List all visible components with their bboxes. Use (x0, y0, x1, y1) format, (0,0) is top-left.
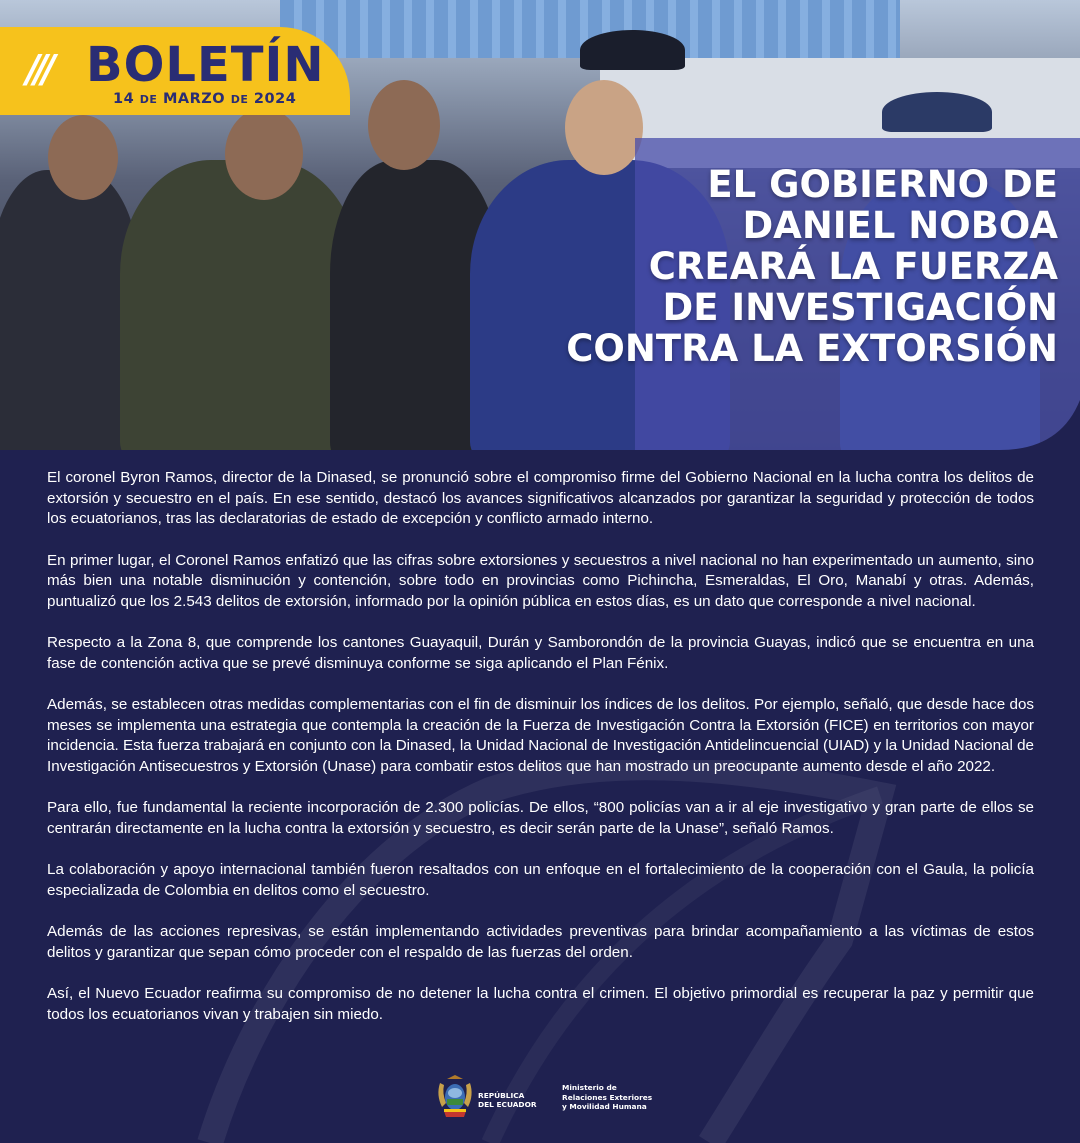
date-month: MARZO (162, 91, 226, 107)
hero-curve (0, 400, 1080, 460)
republic-line: DEL ECUADOR (478, 1100, 537, 1109)
article-paragraph: En primer lugar, el Coronel Ramos enfatizó que las cifras sobre extorsiones y secuestros a nivel nacional no han experimentado un aumento, sino más bien una notable disminución y contención, sobre todo en provincias como Pichincha, Esmeraldas, El Oro, Manabí y otras. Además, puntualizó que los 2.543 delitos de extorsión, informado por la opinión pública en estos días, es un dato que corresponde a nivel nacional. (47, 551, 1034, 610)
headline-line: CREARÁ LA FUERZA (648, 245, 1058, 288)
person-head (368, 80, 440, 170)
ecuador-coat-of-arms-icon (436, 1073, 474, 1119)
article-paragraph: Así, el Nuevo Ecuador reafirma su compromiso de no detener la lucha contra el crimen. El objetivo primordial es recuperar la paz y permitir que todos los ecuatorianos vivan y trabajen sin miedo. (47, 985, 1034, 1023)
headline-line: EL GOBIERNO DE (707, 163, 1058, 206)
person-head (48, 115, 118, 200)
headline (538, 164, 1058, 369)
banner-title: BOLETÍN (86, 37, 325, 93)
date-day: 14 (113, 91, 135, 107)
person-head (225, 108, 303, 200)
date-year: 2024 (253, 91, 297, 107)
date-de: DE (230, 93, 249, 106)
article-paragraph: Respecto a la Zona 8, que comprende los cantones Guayaquil, Durán y Samborondón de la provincia Guayas, indicó que se encuentra en una fase de contención activa que se prevé disminuya conforme se siga aplicando el Plan Fénix. (47, 634, 1034, 672)
headline-line: DANIEL NOBOA (742, 204, 1058, 247)
article-body (47, 468, 1034, 1046)
headline-line: DE INVESTIGACIÓN (662, 286, 1058, 329)
republic-line: REPÚBLICA (478, 1091, 525, 1100)
article-paragraph: El coronel Byron Ramos, director de la Dinased, se pronunció sobre el compromiso firme del Gobierno Nacional en la lucha contra los delitos de extorsión y secuestro en el país. En ese sentido, destacó los avances significativos alcanzados por garantizar la seguridad y protección de todos los ecuatorianos, tras las declaratorias de estado de excepción y conflicto armado interno. (47, 469, 1034, 527)
military-cap (882, 92, 992, 132)
ministry-line: y Movilidad Humana (562, 1102, 647, 1111)
footer-divider (548, 1081, 549, 1115)
ministry-label (562, 1083, 652, 1112)
banner-date (113, 91, 296, 107)
ministry-line: Relaciones Exteriores (562, 1092, 653, 1102)
article-paragraph: Además, se establecen otras medidas complementarias con el fin de disminuir los índices de los delitos. Por ejemplo, señaló, que desde hace dos meses se implementa una estrategia que contempla la creación de la Fuerza de Investigación Contra la Extorsión (FICE) en territorios con mayor incidencia. Esta fuerza trabajará en conjunto con la Dinased, la Unidad Nacional de Investigación Antidelincuencial (UIAD) y la Unidad Nacional de Investigación Antisecuestros y Extorsión (Unase) para combatir estos delitos que han mostrado un preocupante aumento desde el año 2022. (47, 696, 1034, 775)
footer-logos (436, 1073, 676, 1123)
military-cap (580, 30, 685, 70)
article-paragraph: La colaboración y apoyo internacional también fueron resaltados con un enfoque en el fortalecimiento de la cooperación con el Gaula, la policía especializada de Colombia en delitos como el secuestro. (47, 861, 1034, 899)
person-head (565, 80, 643, 175)
date-de: DE (139, 93, 158, 106)
article-paragraph: Para ello, fue fundamental la reciente incorporación de 2.300 policías. De ellos, “800 policías van a ir al eje investigativo y gran parte de ellos se centrarán directamente en la lucha contra la extorsión y secuestro, es decir serán parte de la Unase”, señaló Ramos. (47, 799, 1034, 837)
article-paragraph: Además de las acciones represivas, se están implementando actividades preventivas para brindar acompañamiento a las víctimas de estos delitos y garantizar que sepan cómo proceder con el respaldo de las fuerzas del orden. (47, 923, 1034, 961)
republic-label (478, 1091, 537, 1109)
slashes-icon: /// (26, 47, 50, 91)
headline-line: CONTRA LA EXTORSIÓN (566, 327, 1058, 370)
ministry-line: Ministerio de (562, 1083, 617, 1092)
bulletin-banner (0, 27, 350, 115)
